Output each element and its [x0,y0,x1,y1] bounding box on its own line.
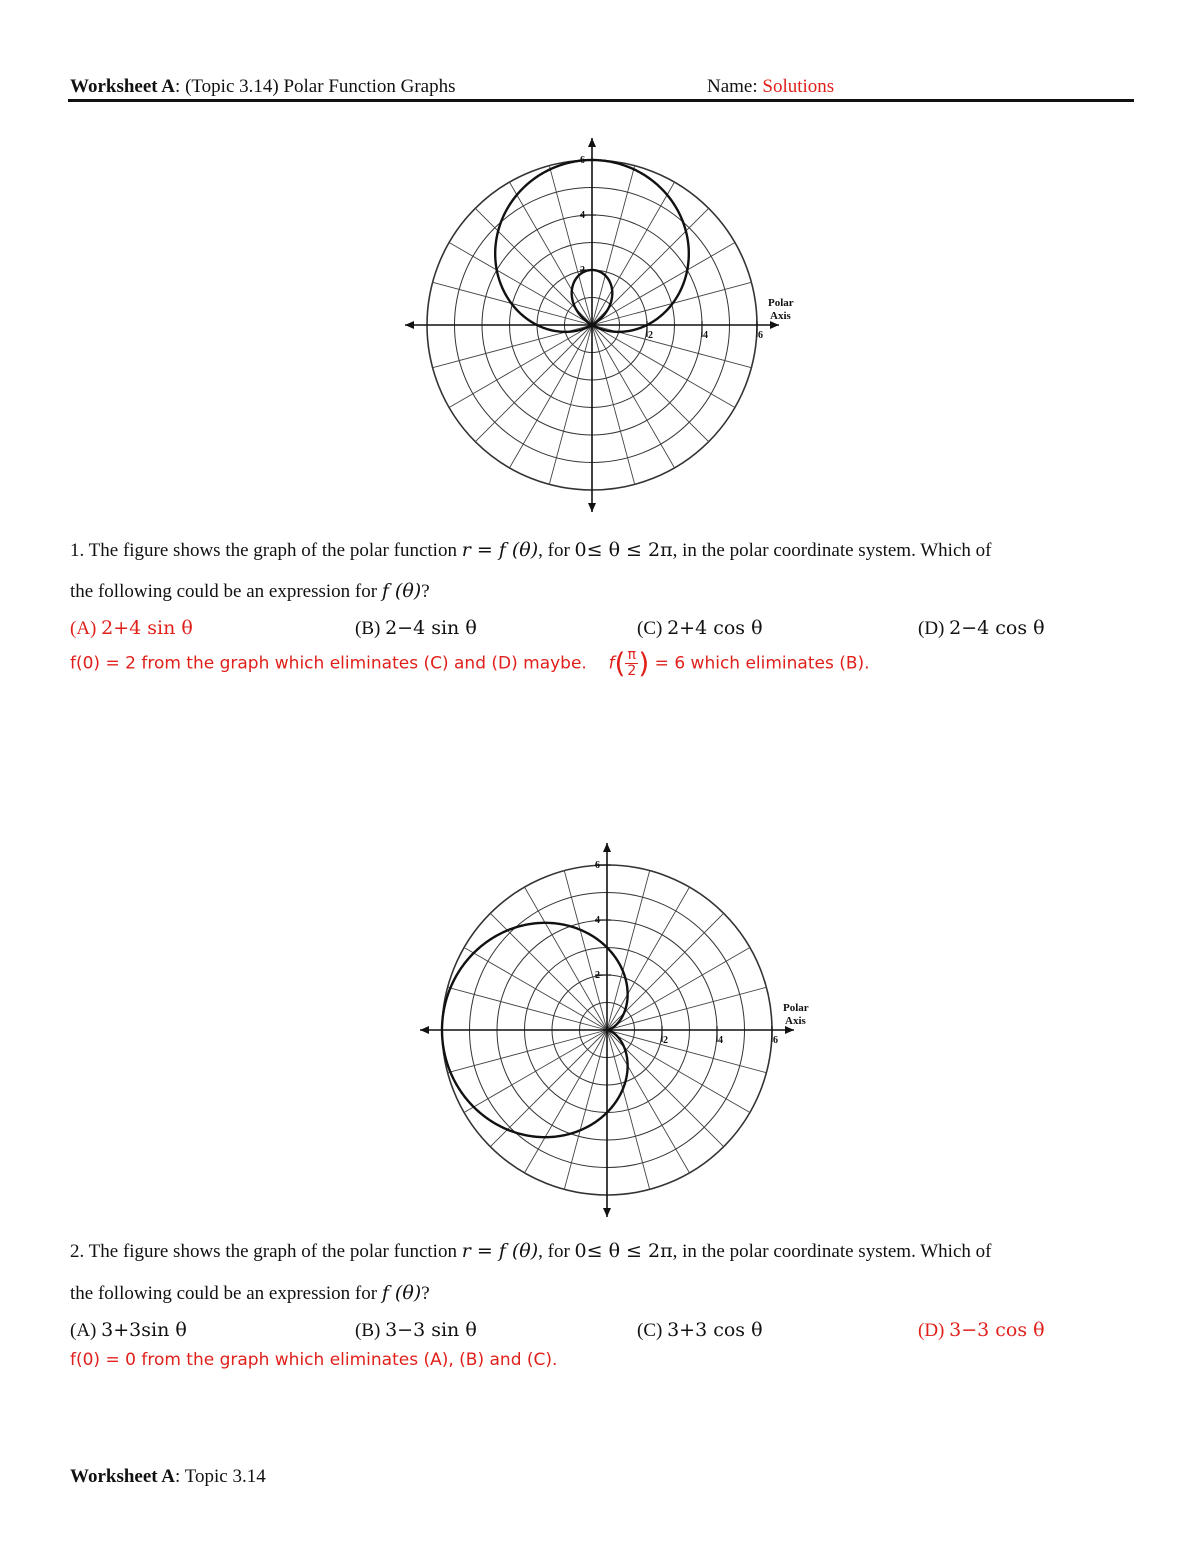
tick-label-x2: 2 [648,330,653,341]
q2-solution: f(0) = 0 from the graph which eliminates (A), (B) and (C). [70,1350,558,1370]
question-1-function: r = f (θ) [461,539,539,561]
q1-solution-part-a: f(0) = 2 from the graph which eliminates (C) and (D) maybe. [70,653,587,674]
grid-ray [475,325,592,442]
choice-label: (C) [637,618,668,639]
topic-title: (Topic 3.14) Polar Function Graphs [180,76,456,97]
tick-label-y6: 6 [595,860,600,871]
q2-choice-d [918,1319,1045,1342]
choice-expr: 3−3 sin θ [385,1319,477,1341]
choice-label: (D) [918,1320,950,1341]
tick-label-x6: 6 [773,1035,778,1046]
q2-choice-c [637,1319,763,1342]
tick-label-x2: 2 [663,1035,668,1046]
choice-expr: 2−4 sin θ [385,617,477,639]
question-2-line2-text: the following could be an expression for [70,1283,382,1304]
polar-graph-2 [405,830,825,1230]
q1-solution-part-b: = 6 which eliminates (B). [649,653,870,674]
grid-ray [510,182,593,325]
tick-label-x4: 4 [703,330,708,341]
arrow-down [588,503,596,512]
tick-label-x6: 6 [758,330,763,341]
choice-expr: 2+4 cos θ [667,617,763,639]
question-1-line-2 [70,580,430,603]
footer-colon: : [175,1466,181,1487]
question-2-line2-func: f (θ) [381,1282,422,1304]
choice-label: (D) [918,618,950,639]
grid-ray [464,948,607,1031]
grid-ray [592,325,709,442]
question-1-text-b: , for [538,540,575,561]
question-2-number: 2. [70,1241,85,1262]
grid-ray [592,325,675,468]
arrow-up [588,138,596,147]
tick-label-y2: 2 [580,265,585,276]
polar-axis-label-2b: Axis [785,1015,806,1027]
q1-choice-c [637,617,763,640]
choice-label: (C) [637,1320,668,1341]
tick-label-y6: 6 [580,155,585,166]
grid-ray [592,325,735,408]
grid-ray [525,1030,608,1173]
grid-ray [510,325,593,468]
polar-axes-1 [405,138,779,512]
choice-label: (B) [355,1320,386,1341]
question-1-text-a: The figure shows the graph of the polar function [84,540,462,561]
question-2-line-2 [70,1282,430,1305]
q1-choice-d [918,617,1045,640]
arrow-left [405,321,414,329]
question-1-line2-text: the following could be an expression for [70,581,382,602]
tick-label-y4: 4 [595,915,600,926]
tick-label-y2: 2 [595,970,600,981]
grid-ray [592,182,675,325]
grid-ray [607,887,690,1030]
arrow-right [770,321,779,329]
worksheet-label: Worksheet A [70,76,176,97]
arrow-down [603,1208,611,1217]
q1-solution-f: f [608,653,615,674]
tick-label-x4: 4 [718,1035,723,1046]
choice-expr: 3+3 cos θ [667,1319,763,1341]
grid-ray [525,887,608,1030]
q1-choice-a [70,617,193,640]
fraction-numerator: π [625,648,638,664]
question-1-number: 1. [70,540,85,561]
question-1-domain: 0≤ θ ≤ 2π [574,539,673,561]
q1-choice-b [355,617,477,640]
name-label: Name: [707,76,763,97]
choice-label: (B) [355,618,386,639]
arrow-right [785,1026,794,1034]
question-2-function: r = f (θ) [461,1240,539,1262]
polar-axis-label-1a: Polar [768,297,794,309]
q1-solution: f(0) = 2 from the graph which eliminates (C) and (D) maybe. f( $\frac{\pi}{2}$ ) = 6 which eliminates (B). [70,646,870,680]
name-value: Solutions [762,76,835,97]
header-rule [68,99,1134,102]
polar-axis-label-1b: Axis [770,310,791,322]
question-2-text-c: , in the polar coordinate system. Which of [672,1241,992,1262]
q2-choice-a [70,1319,187,1342]
choice-expr: 3−3 cos θ [949,1319,1045,1341]
question-2-text-a: The figure shows the graph of the polar function [84,1241,462,1262]
choice-label: (A) [70,1320,102,1341]
worksheet-header [70,76,456,98]
question-2-domain: 0≤ θ ≤ 2π [574,1240,673,1262]
fraction-denominator: 2 [627,663,637,679]
question-1-line2-end: ? [421,581,430,602]
footer-worksheet-label: Worksheet A [70,1466,176,1487]
question-2-line2-end: ? [421,1283,430,1304]
choice-expr: 3+3sin θ [101,1319,187,1341]
arrow-up [603,843,611,852]
header-colon: : [175,76,181,97]
worksheet-footer [70,1466,266,1488]
q1-solution-fraction [625,648,638,679]
grid-ray [449,325,592,408]
polar-axis-label-2a: Polar [783,1002,809,1014]
question-2-line-1 [70,1240,991,1263]
polar-graph-1 [390,125,810,525]
question-2-text-b: , for [538,1241,575,1262]
q2-choice-b [355,1319,477,1342]
choice-label: (A) [70,618,102,639]
arrow-left [420,1026,429,1034]
choice-expr: 2+4 sin θ [101,617,193,639]
tick-label-y4: 4 [580,210,585,221]
grid-ray [464,1030,607,1113]
question-1-line-1 [70,539,991,562]
footer-topic: Topic 3.14 [180,1466,266,1487]
choice-expr: 2−4 cos θ [949,617,1045,639]
name-field [707,76,834,98]
grid-ray [607,1030,690,1173]
question-1-line2-func: f (θ) [381,580,422,602]
question-1-text-c: , in the polar coordinate system. Which of [672,540,992,561]
polar-axes-2 [420,843,794,1217]
